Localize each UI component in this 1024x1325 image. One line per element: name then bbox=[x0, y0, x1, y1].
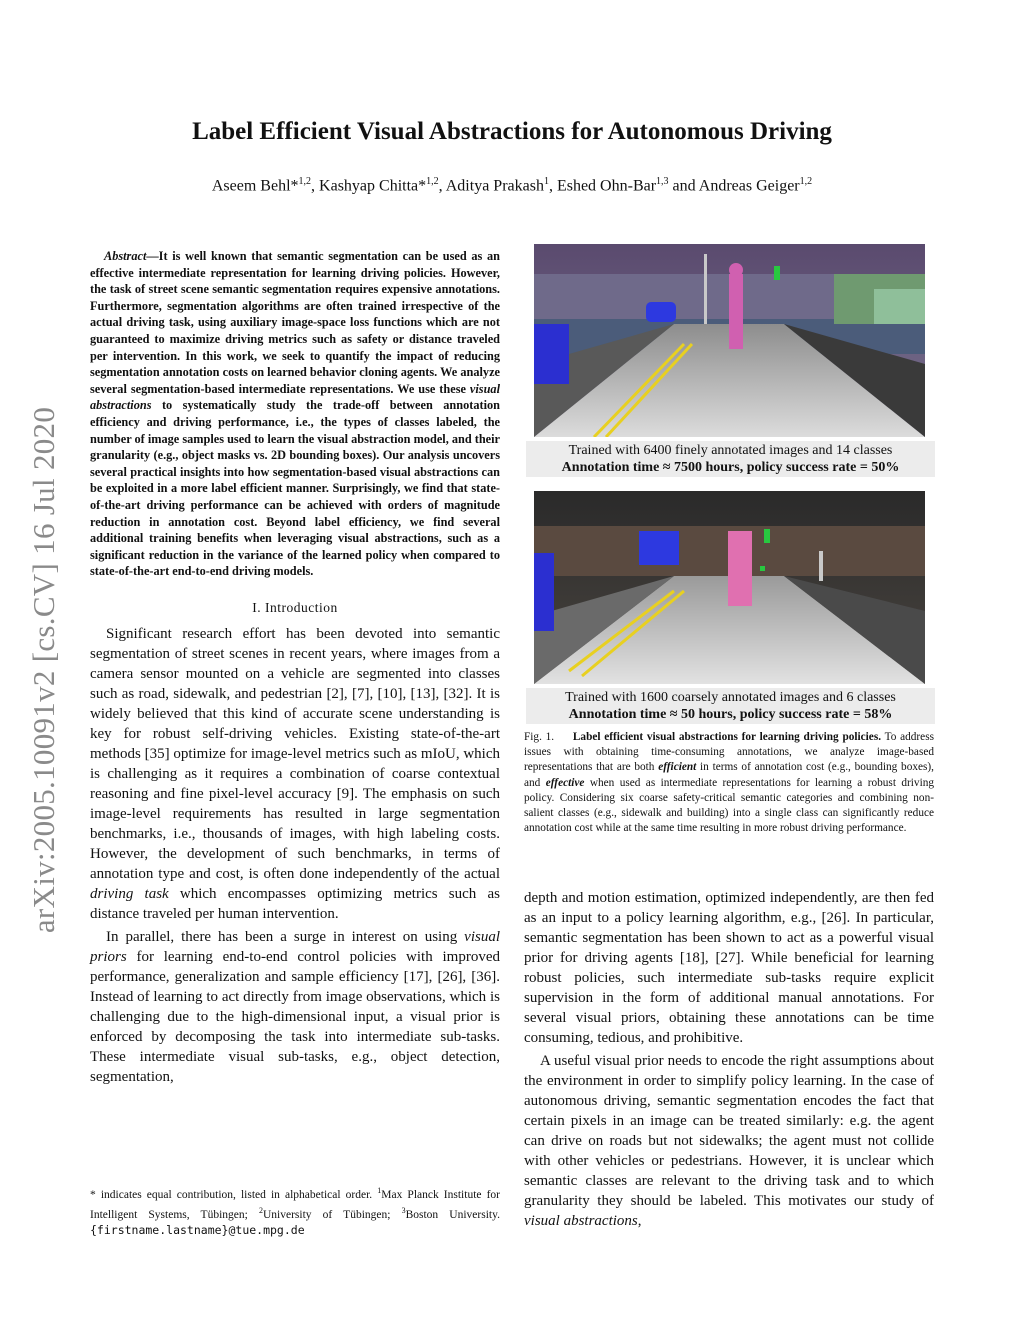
figure-emphasis: efficient bbox=[658, 761, 697, 774]
paragraph-text: A useful visual prior needs to encode the right assumptions about the environment in order to simplify policy learning. In the case of autonomous driving, semantic segmentation encodes the fact that certain pixels in an image can be treated similarly: e.g. the agent can drive on roads but not sidewalks; the agent must not collide with other vehicles or pedestrians. However, it is unclear which semantic classes are relevant to the driving task and to which granularity they should be labeled. This motivates our study of bbox=[524, 1053, 934, 1209]
paragraph-text: for learning end-to-end control policies with improved performance, generalization and sample efficiency [17], [26], [36]. Instead of learning to act directly from image observations, which is challenging due to the high-dimensional input, a visual prior is enforced by decomposing the task into intermediate sub-tasks. These intermediate visual sub-tasks, e.g., object detection, segmentation, bbox=[90, 948, 500, 1085]
section-heading: I. Introduction bbox=[252, 599, 338, 615]
figure-title: Label efficient visual abstractions for learning driving policies. bbox=[572, 731, 882, 743]
street-scene-drawing bbox=[534, 244, 925, 437]
abstract-text: It is well known that semantic segmentation can be used as an effective intermediate representation for learning driving policies. However, the task of street scene semantic segmentation requires expensive annotations. Furthermore, segmentation algorithms are often trained irrespective of the actual driving task, using auxiliary image-space loss functions which are not guaranteed to maximize driving metrics such as safety or distance traveled per intervention. In this work, we seek to quantify the impact of reducing segmentation annotation costs on learned behavior cloning agents. We analyze several segmentation-based intermediate representations. We use these bbox=[90, 249, 500, 396]
figure-caption-top bbox=[526, 441, 935, 477]
footnote-text: * indicates equal contribution, listed in alphabetical order. bbox=[90, 1188, 378, 1201]
street-scene-drawing bbox=[534, 491, 925, 684]
author-affiliation: 1,2 bbox=[799, 176, 813, 187]
figure-label: Fig. 1. bbox=[524, 731, 555, 743]
caption-line: Trained with 6400 finely annotated images and 14 classes bbox=[568, 443, 893, 458]
paragraph-text: which encompasses optimizing metrics such as distance traveled per human intervention. bbox=[90, 885, 500, 922]
footnote-text: Boston University. bbox=[405, 1208, 500, 1221]
author-name: Eshed Ohn-Bar bbox=[556, 177, 657, 195]
paragraph-emphasis: driving task bbox=[90, 885, 169, 902]
right-column-body bbox=[524, 888, 934, 1231]
author-affiliation: 1,3 bbox=[656, 176, 669, 187]
arxiv-stamp bbox=[24, 360, 64, 980]
figure-caption bbox=[524, 730, 934, 836]
footnote-marker: 1 bbox=[377, 1186, 382, 1195]
intro-paragraph bbox=[90, 927, 500, 1087]
figure-text: in terms of annotation cost (e.g., bounding boxes), and bbox=[524, 761, 934, 789]
paragraph-emphasis: visual priors bbox=[90, 928, 500, 965]
author-name: Aseem Behl* bbox=[211, 177, 299, 195]
body-paragraph bbox=[524, 1051, 934, 1231]
footnote-marker: 2 bbox=[258, 1205, 263, 1215]
footnote-marker: 3 bbox=[401, 1205, 406, 1215]
paragraph-text: In parallel, there has been a surge in interest on using bbox=[106, 928, 465, 945]
author-name: Aditya Prakash bbox=[445, 177, 544, 195]
figure-emphasis: effective bbox=[545, 776, 585, 789]
abstract-emphasis: visual abstractions bbox=[90, 381, 500, 413]
author-affiliation: 1,2 bbox=[298, 176, 312, 187]
abstract-dash: — bbox=[146, 249, 159, 263]
figure-caption-bottom bbox=[526, 688, 935, 724]
figure-image-fine-segmentation bbox=[534, 244, 925, 437]
paragraph-text: Significant research effort has been devoted into semantic segmentation of street scenes in recent years, where images from a camera sensor mounted on a vehicle are segmented into classes such as road, sidewalk, and pedestrian [2], [7], [10], [13], [32]. It is widely believed that this kind of accurate scene understanding is key for robust self-driving vehicles. Existing state-of-the-art methods [35] optimize for image-level metrics such as mIoU, which is challenging as it requires a combination of coarse contextual reasoning and fine pixel-level accuracy [9]. The emphasis on such image-level requirements has resulted in large segmentation benchmarks, i.e., thousands of images, with high labeling costs. However, the development of such benchmarks, in terms of annotation type and cost, is often done independently of the actual bbox=[90, 625, 500, 882]
figure-text: To address issues with obtaining time-consuming annotations, we analyze image-based representations that are both bbox=[524, 731, 934, 774]
footnote-text: University of Tübingen; bbox=[262, 1208, 402, 1221]
caption-line: Trained with 1600 coarsely annotated images and 6 classes bbox=[565, 690, 896, 705]
author-name: Kashyap Chitta* bbox=[319, 177, 427, 195]
body-paragraph: depth and motion estimation, optimized independently, are then fed as an input to a policy learning algorithm, e.g., [26]. In particular, semantic segmentation has been shown to act as a powerful visual prior for driving agents [18], [27]. While beneficial for learning robust policies, such intermediate sub-tasks require explicit supervision in the form of additional manual annotations. For several visual priors, obtaining these annotations can be time consuming, tedious, and prohibitive. bbox=[524, 890, 934, 1046]
paragraph-text: , bbox=[637, 1213, 642, 1229]
author-name: Andreas Geiger bbox=[698, 177, 800, 195]
abstract bbox=[90, 248, 500, 580]
caption-line-bold: Annotation time ≈ 7500 hours, policy success rate = 50% bbox=[561, 460, 900, 475]
paper-title: Label Efficient Visual Abstractions for Autonomous Driving bbox=[192, 118, 832, 145]
footnote-email: {firstname.lastname}@tue.mpg.de bbox=[90, 1222, 305, 1237]
author-affiliation: 1,2 bbox=[426, 176, 439, 187]
arxiv-id: arXiv:2005.10091v2 [cs.CV] 16 Jul 2020 bbox=[26, 406, 61, 934]
intro-paragraph bbox=[90, 624, 500, 924]
author-conjunction: and bbox=[672, 177, 696, 195]
abstract-text: to systematically study the trade-off between annotation efficiency and driving performance, i.e., the types of classes labeled, the number of image samples used to learn the visual abstraction model, and their granularity (e.g., object masks vs. 2D bounding boxes). Our analysis uncovers several practical insights into how segmentation-based visual abstractions can be exploited in a more label efficient manner. Surprisingly, we find that state-of-the-art driving performance can be achieved with orders of magnitude reduction in annotation cost. Beyond label efficiency, we find several additional training benefits when leveraging visual abstractions, such as a significant reduction in the variance of the learned policy when compared to state-of-the-art end-to-end driving models. bbox=[90, 398, 501, 579]
left-column bbox=[90, 248, 500, 1087]
abstract-label: Abstract bbox=[104, 249, 147, 263]
footnote-text: Max Planck Institute for Intelligent Systems, Tübingen; bbox=[90, 1188, 500, 1221]
author-list: Aseem Behl*$^{1,2}$, Kashyap Chitta*$^{1,2}$, Aditya Prakash$^1$, Eshed Ohn-Bar$^{1,3}$ and Andreas Geiger$^{1,2}$ bbox=[211, 176, 813, 195]
caption-line-bold: Annotation time ≈ 50 hours, policy success rate = 58% bbox=[568, 707, 893, 722]
figure-image-coarse-segmentation bbox=[534, 491, 925, 684]
author-affiliation: 1 bbox=[543, 176, 549, 187]
figure-text: when used as intermediate representations for learning a robust driving policy. Considering six coarse safety-critical semantic categories and combining non-salient classes (e.g., sidewalk and building) into a single class can significantly reduce annotation cost while at the same time resulting in more robust driving performance. bbox=[524, 776, 935, 835]
paragraph-emphasis: visual abstractions bbox=[524, 1213, 638, 1229]
footnote bbox=[90, 1183, 500, 1239]
